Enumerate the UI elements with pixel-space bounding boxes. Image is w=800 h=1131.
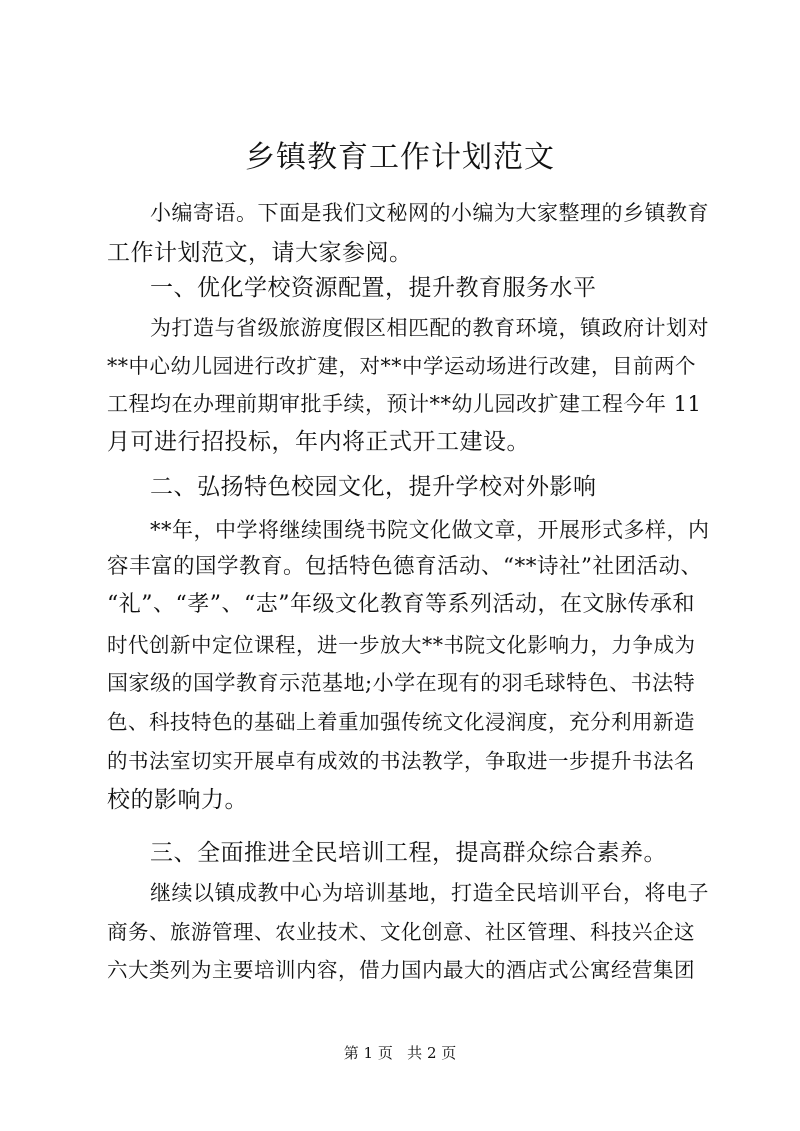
paragraph-line: 为打造与省级旅游度假区相匹配的教育环境，镇政府计划对 [150,316,709,340]
paragraph-line: 容丰富的国学教育。包括特色德育活动、“**诗社”社团活动、 [107,554,703,579]
paragraph-line: “礼”、“孝”、“志”年级文化教育等系列活动，在文脉传承和 [107,592,695,617]
paragraph-line: **年，中学将继续围绕书院文化做文章，开展形式多样，内 [150,518,710,542]
paragraph-line: 色、科技特色的基础上着重加强传统文化浸润度，充分利用新造 [107,710,695,734]
paragraph-line: 工程均在办理前期审批手续，预计**幼儿园改扩建工程今年 11 [107,392,702,416]
paragraph-line: 工作计划范文，请大家参阅。 [107,240,413,266]
paragraph-line: **中心幼儿园进行改扩建，对**中学运动场进行改建，目前两个 [107,354,696,378]
paragraph-line: 国家级的国学教育示范基地;小学在现有的羽毛球特色、书法特 [107,671,696,695]
section-heading: 一、优化学校资源配置，提升教育服务水平 [150,275,597,301]
paragraph-line: 商务、旅游管理、农业技术、文化创意、社区管理、科技兴企这 [107,920,695,944]
section-heading: 二、弘扬特色校园文化，提升学校对外影响 [150,474,597,500]
paragraph-line: 时代创新中定位课程，进一步放大**书院文化影响力，力争成为 [107,633,696,657]
paragraph-line: 继续以镇成教中心为培训基地，打造全民培训平台，将电子 [150,881,709,905]
paragraph-line: 的书法室切实开展卓有成效的书法教学，争取进一步提升书法名 [107,749,695,773]
document-title: 乡镇教育工作计划范文 [245,140,555,175]
paragraph-line: 校的影响力。 [107,787,248,813]
page-number: 第 1 页 [343,1044,393,1062]
paragraph-line: 六大类列为主要培训内容，借力国内最大的酒店式公寓经营集团 [107,958,695,982]
paragraph-line: 小编寄语。下面是我们文秘网的小编为大家整理的乡镇教育 [150,201,709,225]
page-total: 共 2 页 [407,1044,457,1062]
section-heading: 三、全面推进全民培训工程，提高群众综合素养。 [150,840,667,866]
paragraph-line: 月可进行招投标，年内将正式开工建设。 [107,429,530,455]
page-footer [0,1043,800,1063]
